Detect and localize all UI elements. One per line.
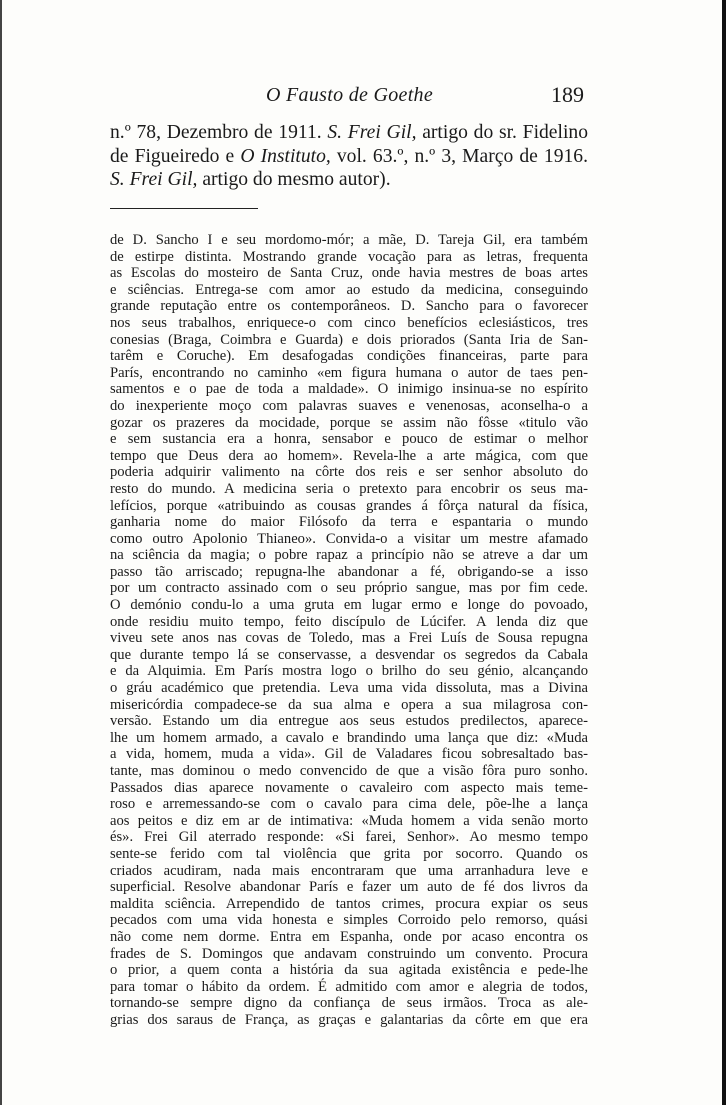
body-line: resto do mundo. A medicina seria o pretexto para encobrir os seus ma- xyxy=(110,480,588,497)
body-line: roso e arremessando-se com o cavalo para cima dele, põe-lhe a lança xyxy=(110,796,588,813)
page-edge-shadow-left xyxy=(0,0,2,1105)
footnote-text-2: artigo do sr. Fidelino de Figueiredo e xyxy=(110,122,588,167)
body-line: misericórdia compadece-se da sua alma e opera a sua milagrosa con- xyxy=(110,696,588,713)
body-line: grande reputação entre os contemporâneos. D. Sancho para o favorecer xyxy=(110,298,588,315)
body-line: o prior, a quem conta a história da sua agitada existência e pede-lhe xyxy=(110,962,588,979)
body-line: versão. Estando um dia entregue aos seus estudos predilectos, aparece- xyxy=(110,713,588,730)
footnote-separator-rule xyxy=(110,208,258,209)
body-line: grias dos saraus de França, as graças e galantarias da côrte em que era xyxy=(110,1011,588,1028)
body-line: não come nem dorme. Entra em Espanha, onde por acaso encontra os xyxy=(110,928,588,945)
body-line: conesias (Braga, Coimbra e Guarda) e dois priorados (Santa Iria de San- xyxy=(110,331,588,348)
body-line: maldita sciência. Arrependido de tantos crimes, procura expiar os seus xyxy=(110,895,588,912)
body-line: criados acudiram, nada mais encontraram que uma arranhadura leve e xyxy=(110,862,588,879)
footnote-text-3: vol. 63.º, n.º 3, Março de 1916. xyxy=(330,145,588,167)
body-line: lefícios, porque «atribuindo as cousas grandes á fôrça natural da física, xyxy=(110,497,588,514)
body-line: tempo que Deus dera ao homem». Revela-lhe a arte mágica, com que xyxy=(110,447,588,464)
body-line: nos seus trabalhos, enriquece-o com cinco benefícios eclesiásticos, tres xyxy=(110,314,588,331)
body-line: e da Alquimia. Em París mostra logo o brilho do seu génio, alcançando xyxy=(110,663,588,680)
footnote-italic-title-2: O Instituto, xyxy=(240,145,331,167)
body-text xyxy=(110,232,588,1029)
body-line: na sciência da magia; o pobre rapaz a princípio não se atreve a dar um xyxy=(110,547,588,564)
body-line: que durante tempo lá se conservasse, a desvendar os segredos da Cabala xyxy=(110,646,588,663)
body-line: París, encontrando no caminho «em figura humana o autor de taes pen- xyxy=(110,364,588,381)
body-line: tante, mas dominou o medo convencido de que a visão fôra puro sonho. xyxy=(110,763,588,779)
body-line: de D. Sancho I e seu mordomo-mór; a mãe, D. Tareja Gil, era também xyxy=(110,232,588,248)
body-line: por um contracto assinado com o seu próprio sangue, mas por fim cede. xyxy=(110,580,588,597)
body-line: tornando-se sempre digno da confiança de seus irmãos. Troca as ale- xyxy=(110,995,588,1012)
body-line: samentos e o pae de toda a maldade». O inimigo insinua-se no espírito xyxy=(110,381,588,398)
body-line: O demónio condu-lo a uma gruta em lugar ermo e longe do povoado, xyxy=(110,597,588,614)
running-head xyxy=(110,84,588,114)
body-line: como outro Apolonio Thianeo». Convida-o a visitar um mestre afamado xyxy=(110,530,588,547)
footnote-text-4: artigo do mesmo autor). xyxy=(197,169,391,190)
running-title: O Fausto de Goethe xyxy=(266,84,434,106)
body-line: superficial. Resolve abandonar París e fazer um auto de fé dos livros da xyxy=(110,879,588,896)
body-line: poderia adquirir valimento na côrte dos reis e ser senhor absoluto do xyxy=(110,464,588,481)
body-line: tarêm e Coruche). Em desafogadas condições financeiras, parte para xyxy=(110,348,588,365)
page-number: 189 xyxy=(551,82,584,107)
body-line: de estirpe distinta. Mostrando grande vocação para as letras, frequenta xyxy=(110,248,588,265)
footnote-text-1: n.º 78, Dezembro de 1911. xyxy=(110,122,328,143)
body-line: Passados dias aparece novamente o cavaleiro com aspecto mais teme- xyxy=(110,779,588,796)
body-line: e sciências. Entrega-se com amor ao estudo da medicina, conseguindo xyxy=(110,281,588,298)
body-line: e sem sustancia era a honra, sensabor e pouco de estimar o melhor xyxy=(110,431,588,448)
footnote-italic-title-3: S. Frei Gil, xyxy=(110,169,198,190)
body-line: és». Frei Gil aterrado responde: «Si farei, Senhor». Ao mesmo tempo xyxy=(110,829,588,846)
footnote-italic-title-1: S. Frei Gil, xyxy=(327,122,417,143)
body-line: o gráu académico que pretendia. Leva uma vida dissoluta, mas a Divina xyxy=(110,680,588,697)
body-line: gozar os prazeres da mocidade, porque se assim não fôsse «titulo vão xyxy=(110,414,588,431)
body-line: para tomar o hábito da ordem. É admitido com amor e alegria de todos, xyxy=(110,978,588,995)
body-line: onde residiu muito tempo, feito discípulo de Lúcifer. A lenda diz que xyxy=(110,613,588,630)
body-line: ganharia nome do maior Filósofo da terra e espantaria o mundo xyxy=(110,514,588,531)
body-line: as Escolas do mosteiro de Santa Cruz, onde havia mestres de boas artes xyxy=(110,265,588,282)
body-line: a vida, homem, muda a vida». Gil de Valadares ficou sobresaltado bas- xyxy=(110,746,588,763)
body-line: lhe um homem armado, a cavalo e brandindo uma lança que diz: «Muda xyxy=(110,729,588,746)
body-line: do inexperiente moço com palavras suaves e venenosas, aconselha-o a xyxy=(110,397,588,414)
body-line: sente-se ferido com tal violência que grita por socorro. Quando os xyxy=(110,845,588,862)
body-line: pecados com uma vida honesta e simples Corroido pelo remorso, quási xyxy=(110,912,588,929)
body-line: frades de S. Domingos que andavam construindo um convento. Procura xyxy=(110,945,588,962)
page-edge-shadow-right xyxy=(722,0,726,1105)
body-line: viveu sete anos nas covas de Toledo, mas a Frei Luís de Sousa repugna xyxy=(110,630,588,647)
footnote-continuation xyxy=(110,121,588,192)
body-line: aos peitos e diz em ar de intimativa: «Muda homem a vida senão morto xyxy=(110,812,588,829)
body-line: passo tão arriscado; repugna-lhe abandonar a fé, obrigando-se a isso xyxy=(110,563,588,580)
